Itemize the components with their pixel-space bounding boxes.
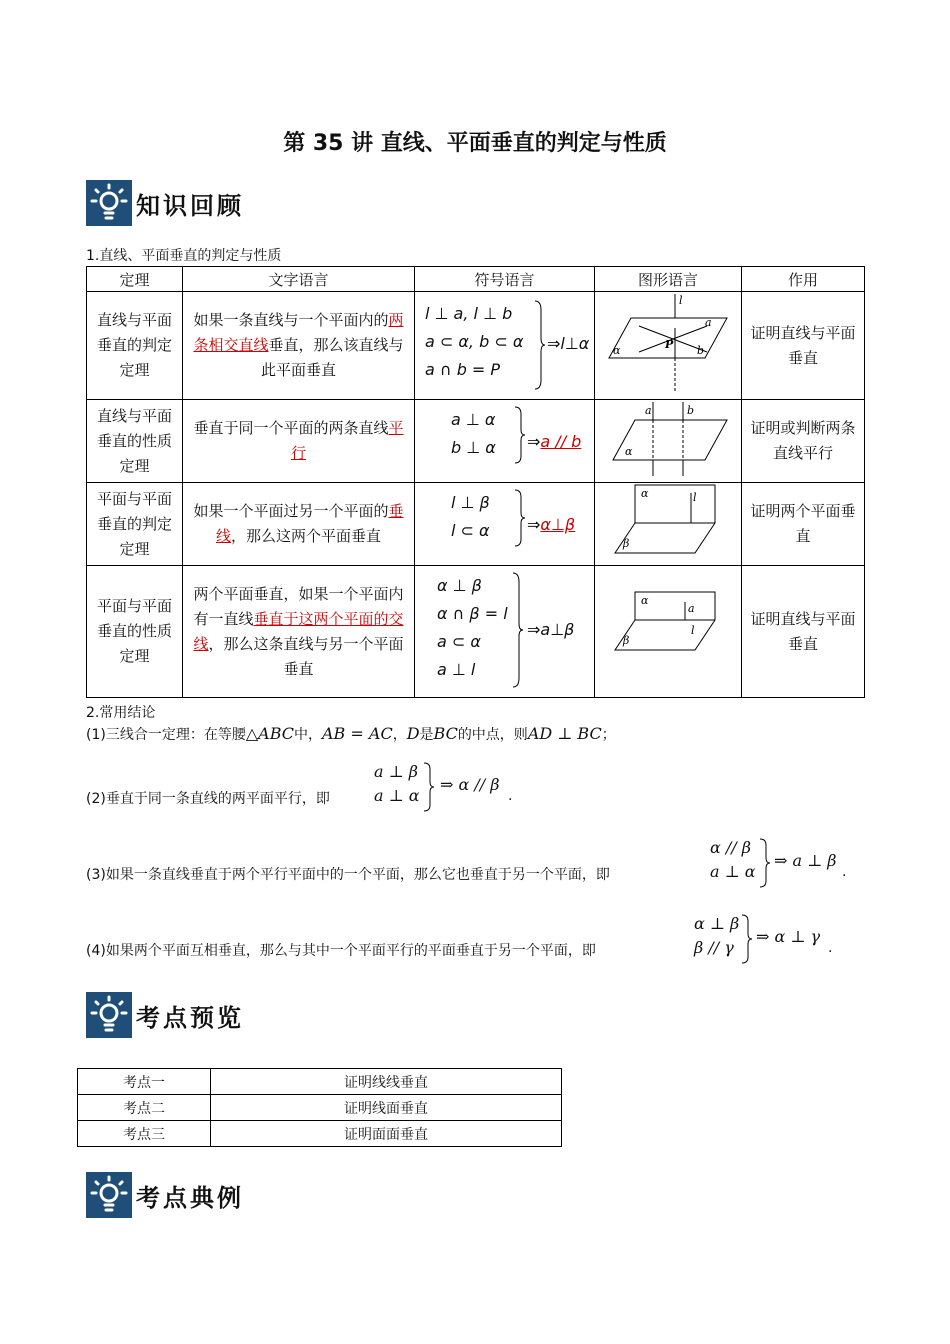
svg-text:l: l xyxy=(691,624,695,637)
section-header-preview xyxy=(86,992,244,1038)
theorem-use: 证明或判断两条直线平行 xyxy=(750,419,856,462)
theorem-name: 直线与平面垂直的性质定理 xyxy=(96,406,172,475)
table-row: 考点三 证明面面垂直 xyxy=(78,1121,562,1147)
key-phrase: 垂直于这两个平面的交线 xyxy=(193,609,404,653)
figure-cell xyxy=(595,292,742,400)
svg-text:l: l xyxy=(679,294,683,307)
theorem-name: 平面与平面垂直的判定定理 xyxy=(96,489,172,558)
page-title: 第 35 讲 直线、平面垂直的判定与性质 xyxy=(283,131,667,156)
conclusion-4-conditions: α ⊥ β β // γ xyxy=(694,914,740,957)
preview-table xyxy=(77,1068,562,1147)
symbol-conclusion: ⇒l⊥α xyxy=(547,334,590,353)
svg-text:α: α xyxy=(625,445,633,458)
symbol-line: l ⊥ β xyxy=(451,493,490,512)
conclusion-1: (1)三线合一定理：在等腰△ABC中，AB = AC，D是BC的中点，则AD ⊥ BC； xyxy=(86,724,616,743)
table-row xyxy=(87,483,865,566)
symbol-conclusion: ⇒a⊥β xyxy=(527,620,575,639)
svg-text:a: a xyxy=(645,404,652,417)
figure-perpendicular-line-plane xyxy=(595,292,741,395)
table-row: 考点一 证明线线垂直 xyxy=(78,1069,562,1095)
key-phrase: 两条相交直线 xyxy=(193,311,404,354)
svg-text:b: b xyxy=(697,344,705,357)
figure-plane-perpendicular-property xyxy=(595,566,741,693)
svg-text:α: α xyxy=(641,594,649,607)
figure-cell xyxy=(595,566,742,698)
theorem-text: 垂直于同一个平面的两条直线平行 xyxy=(193,419,404,462)
symbol-conclusion: ⇒a // b xyxy=(527,432,582,451)
theorem-text: 两个平面垂直，如果一个平面内有一直线垂直于这两个平面的交线，那么这条直线与另一个平面垂直 xyxy=(193,584,404,678)
theorem-use: 证明直线与平面垂直 xyxy=(750,323,856,367)
symbol-language xyxy=(415,568,594,695)
lightbulb-icon xyxy=(86,1172,132,1218)
symbol-line: l ⊥ a, l ⊥ b xyxy=(425,304,513,323)
symbol-language xyxy=(415,402,594,480)
conclusion-2-result: ⇒ α // β xyxy=(440,775,500,794)
table-row xyxy=(87,566,865,698)
conclusion-2: (2)垂直于同一条直线的两平面平行，即 xyxy=(86,791,330,807)
table-header: 定理 xyxy=(87,267,183,292)
section-label: 考点典例 xyxy=(136,1183,244,1212)
svg-text:β: β xyxy=(623,537,630,550)
conclusion-4: (4)如果两个平面互相垂直，那么与其中一个平面平行的平面垂直于另一个平面，即 xyxy=(86,943,596,959)
part1-heading: 1.直线、平面垂直的判定与性质 xyxy=(86,248,282,264)
symbol-line: α ∩ β = l xyxy=(437,604,508,623)
symbol-conclusion: ⇒α⊥β xyxy=(527,515,576,534)
conclusion-4-result: ⇒ α ⊥ γ xyxy=(756,927,821,946)
svg-text:l: l xyxy=(693,491,697,504)
svg-text:α: α xyxy=(613,344,621,357)
figure-cell xyxy=(595,400,742,483)
symbol-line: a ⊂ α xyxy=(437,632,481,651)
conclusion-3-conditions: α // β a ⊥ α xyxy=(710,838,756,881)
key-phrase: 垂线 xyxy=(215,502,404,545)
lightbulb-icon xyxy=(86,180,132,226)
part2-heading: 2.常用结论 xyxy=(86,705,156,721)
section-label: 知识回顾 xyxy=(136,191,244,220)
symbol-line: a ∩ b = P xyxy=(425,360,501,379)
symbol-line: a ⊂ α, b ⊂ α xyxy=(425,332,524,351)
symbol-language xyxy=(415,294,594,397)
table-row: 考点二 证明线面垂直 xyxy=(78,1095,562,1121)
symbol-line: a ⊥ l xyxy=(437,660,476,679)
section-header-review xyxy=(86,180,244,226)
symbol-line: b ⊥ α xyxy=(451,438,496,457)
svg-text:a: a xyxy=(705,316,712,329)
figure-cell xyxy=(595,483,742,566)
svg-text:a: a xyxy=(688,602,695,615)
key-phrase: 平行 xyxy=(290,419,404,462)
conclusion-2-conditions: a ⊥ β a ⊥ α xyxy=(374,762,420,805)
theorem-text: 如果一个平面过另一个平面的垂线，那么这两个平面垂直 xyxy=(193,502,404,545)
table-header: 符号语言 xyxy=(415,267,595,292)
table-header: 作用 xyxy=(742,267,865,292)
svg-text:b: b xyxy=(687,404,695,417)
section-header-examples xyxy=(86,1172,244,1218)
figure-parallel-lines xyxy=(595,400,741,478)
conclusion-3: (3)如果一条直线垂直于两个平行平面中的一个平面，那么它也垂直于另一个平面，即 xyxy=(86,867,610,883)
symbol-line: α ⊥ β xyxy=(437,576,482,595)
table-header: 文字语言 xyxy=(183,267,415,292)
svg-text:β: β xyxy=(623,634,630,647)
theorem-use: 证明两个平面垂直 xyxy=(750,502,856,545)
theorem-name: 平面与平面垂直的性质定理 xyxy=(96,597,172,665)
symbol-line: l ⊂ α xyxy=(451,521,490,540)
conclusion-3-result: ⇒ a ⊥ β xyxy=(774,851,837,870)
theorem-text: 如果一条直线与一个平面内的两条相交直线垂直，那么该直线与此平面垂直 xyxy=(193,311,404,379)
table-header: 图形语言 xyxy=(595,267,742,292)
svg-text:P: P xyxy=(665,338,674,351)
svg-text:α: α xyxy=(641,487,649,500)
theorem-name: 直线与平面垂直的判定定理 xyxy=(96,311,172,379)
theorem-use: 证明直线与平面垂直 xyxy=(750,609,856,653)
table-row xyxy=(87,292,865,400)
table-row xyxy=(87,400,865,483)
theorem-table xyxy=(86,266,865,698)
table-header-row xyxy=(87,267,865,292)
section-label: 考点预览 xyxy=(136,1003,244,1032)
symbol-line: a ⊥ α xyxy=(451,410,496,429)
figure-perpendicular-planes xyxy=(595,483,741,561)
symbol-language xyxy=(415,485,594,563)
lightbulb-icon xyxy=(86,992,132,1038)
